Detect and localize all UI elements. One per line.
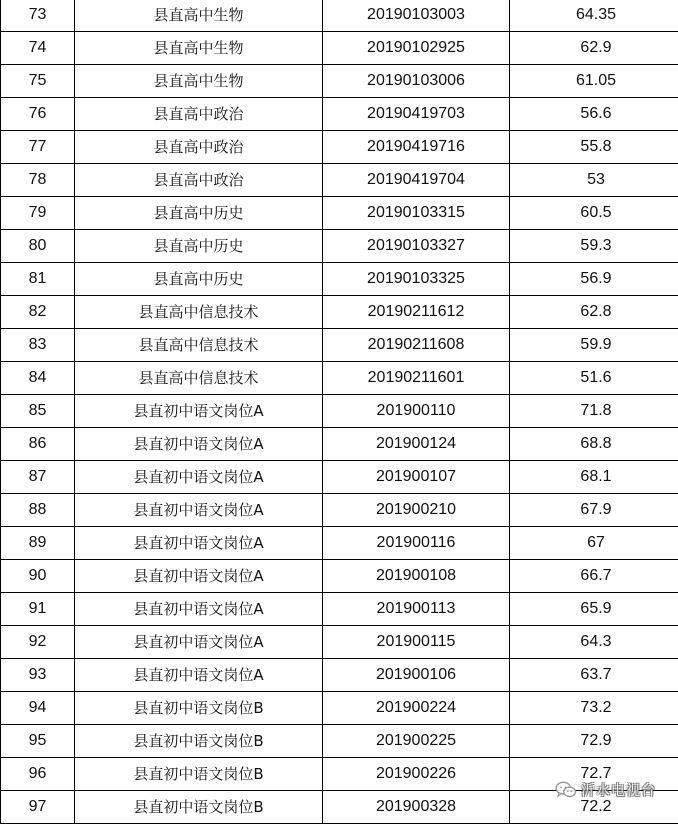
score-cell: 68.8 — [510, 428, 678, 461]
position-cell: 县直高中历史 — [75, 197, 323, 230]
row-number-cell: 78 — [1, 164, 75, 197]
row-number-cell: 94 — [1, 692, 75, 725]
exam-id-cell: 201900115 — [323, 626, 510, 659]
exam-id-cell: 201900107 — [323, 461, 510, 494]
row-number-cell: 80 — [1, 230, 75, 263]
row-number-cell: 73 — [1, 0, 75, 32]
score-cell: 56.9 — [510, 263, 678, 296]
table-row — [1, 32, 678, 65]
exam-id-cell: 20190103003 — [323, 0, 510, 32]
exam-id-cell: 201900110 — [323, 395, 510, 428]
score-cell: 59.9 — [510, 329, 678, 362]
table-row — [1, 329, 678, 362]
position-cell: 县直初中语文岗位A — [75, 494, 323, 527]
row-number-cell: 84 — [1, 362, 75, 395]
row-number-cell: 96 — [1, 758, 75, 791]
score-cell: 72.9 — [510, 725, 678, 758]
position-cell: 县直高中政治 — [75, 164, 323, 197]
score-cell: 64.3 — [510, 626, 678, 659]
row-number-cell: 89 — [1, 527, 75, 560]
exam-id-cell: 20190419703 — [323, 98, 510, 131]
position-cell: 县直高中生物 — [75, 65, 323, 98]
score-cell: 63.7 — [510, 659, 678, 692]
exam-id-cell: 20190103327 — [323, 230, 510, 263]
exam-id-cell: 201900226 — [323, 758, 510, 791]
row-number-cell: 82 — [1, 296, 75, 329]
row-number-cell: 97 — [1, 791, 75, 824]
results-table-body — [1, 0, 678, 824]
exam-id-cell: 201900328 — [323, 791, 510, 824]
position-cell: 县直初中语文岗位A — [75, 527, 323, 560]
row-number-cell: 77 — [1, 131, 75, 164]
exam-id-cell: 201900224 — [323, 692, 510, 725]
table-row — [1, 659, 678, 692]
row-number-cell: 76 — [1, 98, 75, 131]
position-cell: 县直高中生物 — [75, 32, 323, 65]
table-row — [1, 362, 678, 395]
table-row — [1, 197, 678, 230]
position-cell: 县直初中语文岗位B — [75, 758, 323, 791]
position-cell: 县直高中信息技术 — [75, 296, 323, 329]
position-cell: 县直初中语文岗位A — [75, 461, 323, 494]
table-row — [1, 131, 678, 164]
score-cell: 55.8 — [510, 131, 678, 164]
score-cell: 62.9 — [510, 32, 678, 65]
row-number-cell: 93 — [1, 659, 75, 692]
score-cell: 67.9 — [510, 494, 678, 527]
table-row — [1, 98, 678, 131]
position-cell: 县直高中信息技术 — [75, 329, 323, 362]
row-number-cell: 90 — [1, 560, 75, 593]
score-cell: 73.2 — [510, 692, 678, 725]
table-row — [1, 692, 678, 725]
position-cell: 县直初中语文岗位A — [75, 395, 323, 428]
position-cell: 县直初中语文岗位A — [75, 659, 323, 692]
position-cell: 县直初中语文岗位B — [75, 725, 323, 758]
score-cell: 60.5 — [510, 197, 678, 230]
table-row — [1, 626, 678, 659]
position-cell: 县直高中生物 — [75, 0, 323, 32]
table-row — [1, 527, 678, 560]
table-row — [1, 428, 678, 461]
table-row — [1, 461, 678, 494]
score-cell: 72.7 — [510, 758, 678, 791]
score-cell: 56.6 — [510, 98, 678, 131]
row-number-cell: 79 — [1, 197, 75, 230]
table-row — [1, 296, 678, 329]
table-row — [1, 164, 678, 197]
row-number-cell: 88 — [1, 494, 75, 527]
exam-id-cell: 20190419704 — [323, 164, 510, 197]
position-cell: 县直初中语文岗位B — [75, 791, 323, 824]
score-cell: 66.7 — [510, 560, 678, 593]
table-row — [1, 263, 678, 296]
exam-id-cell: 201900116 — [323, 527, 510, 560]
row-number-cell: 85 — [1, 395, 75, 428]
watermark-text: 沂水电视台 — [581, 780, 656, 800]
row-number-cell: 95 — [1, 725, 75, 758]
position-cell: 县直高中历史 — [75, 230, 323, 263]
table-row — [1, 65, 678, 98]
score-cell: 64.35 — [510, 0, 678, 32]
row-number-cell: 87 — [1, 461, 75, 494]
exam-id-cell: 20190211601 — [323, 362, 510, 395]
exam-id-cell: 20190102925 — [323, 32, 510, 65]
position-cell: 县直高中信息技术 — [75, 362, 323, 395]
wechat-icon — [555, 781, 577, 799]
watermark — [555, 780, 656, 800]
table-row — [1, 230, 678, 263]
position-cell: 县直初中语文岗位B — [75, 692, 323, 725]
exam-id-cell: 20190103315 — [323, 197, 510, 230]
position-cell: 县直初中语文岗位A — [75, 428, 323, 461]
exam-id-cell: 201900113 — [323, 593, 510, 626]
table-row — [1, 725, 678, 758]
exam-id-cell: 20190211612 — [323, 296, 510, 329]
score-cell: 59.3 — [510, 230, 678, 263]
exam-id-cell: 201900225 — [323, 725, 510, 758]
row-number-cell: 74 — [1, 32, 75, 65]
row-number-cell: 81 — [1, 263, 75, 296]
table-row — [1, 0, 678, 32]
row-number-cell: 83 — [1, 329, 75, 362]
score-cell: 67 — [510, 527, 678, 560]
position-cell: 县直初中语文岗位A — [75, 560, 323, 593]
score-cell: 61.05 — [510, 65, 678, 98]
score-cell: 72.2 — [510, 791, 678, 824]
table-row — [1, 494, 678, 527]
row-number-cell: 75 — [1, 65, 75, 98]
row-number-cell: 92 — [1, 626, 75, 659]
exam-id-cell: 201900210 — [323, 494, 510, 527]
table-row — [1, 395, 678, 428]
row-number-cell: 86 — [1, 428, 75, 461]
row-number-cell: 91 — [1, 593, 75, 626]
score-cell: 51.6 — [510, 362, 678, 395]
score-cell: 71.8 — [510, 395, 678, 428]
position-cell: 县直高中历史 — [75, 263, 323, 296]
exam-id-cell: 201900106 — [323, 659, 510, 692]
exam-id-cell: 201900124 — [323, 428, 510, 461]
score-cell: 62.8 — [510, 296, 678, 329]
position-cell: 县直高中政治 — [75, 131, 323, 164]
score-cell: 53 — [510, 164, 678, 197]
position-cell: 县直高中政治 — [75, 98, 323, 131]
exam-id-cell: 20190103325 — [323, 263, 510, 296]
table-row — [1, 560, 678, 593]
position-cell: 县直初中语文岗位A — [75, 626, 323, 659]
exam-id-cell: 20190419716 — [323, 131, 510, 164]
exam-id-cell: 20190103006 — [323, 65, 510, 98]
score-cell: 65.9 — [510, 593, 678, 626]
position-cell: 县直初中语文岗位A — [75, 593, 323, 626]
score-cell: 68.1 — [510, 461, 678, 494]
table-row — [1, 593, 678, 626]
exam-id-cell: 201900108 — [323, 560, 510, 593]
exam-id-cell: 20190211608 — [323, 329, 510, 362]
